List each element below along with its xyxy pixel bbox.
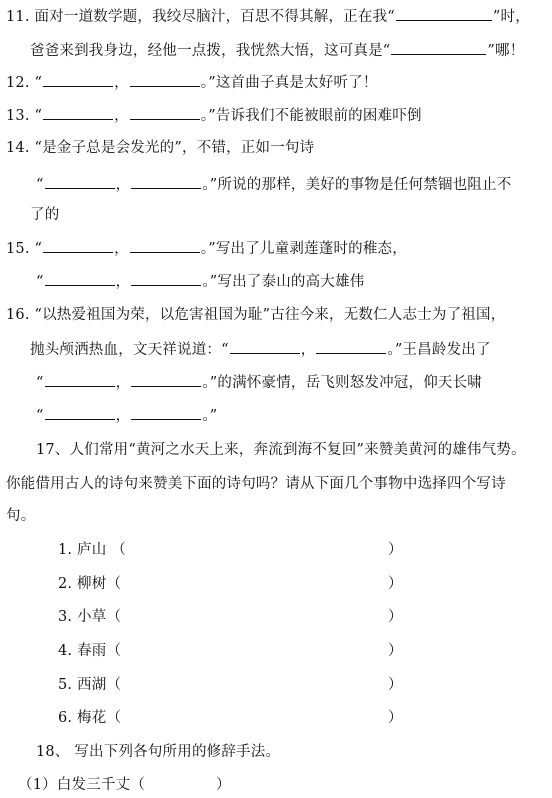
- q16-blank-1[interactable]: [230, 339, 300, 354]
- q16-blank-5[interactable]: [45, 405, 115, 420]
- q17-item-label: 6. 梅花（: [58, 710, 122, 726]
- q17-line2: [6, 474, 506, 494]
- q17-item-2[interactable]: [58, 574, 478, 594]
- q16-line3: [36, 372, 482, 393]
- q13-prefix: 13. “: [6, 108, 43, 124]
- q12-suffix: 。”这首曲子真是太好听了！: [200, 75, 378, 91]
- q16-blank-4[interactable]: [131, 372, 201, 387]
- q17-line3: [6, 506, 35, 526]
- q16-blank-2[interactable]: [316, 339, 386, 354]
- q16-blank-3[interactable]: [45, 372, 115, 387]
- q13-blank-2[interactable]: [130, 105, 200, 120]
- q15-comma-1: ，: [114, 241, 129, 257]
- q12-comma: ，: [114, 75, 129, 91]
- q16-suffix-2: 。”的满怀豪情，岳飞则怒发冲冠，仰天长啸: [202, 375, 482, 391]
- q17-text-2: 你能借用古人的诗句来赞美下面的诗句吗？请从下面几个事物中选择四个写诗: [6, 476, 506, 492]
- q16-line4: [36, 405, 217, 426]
- q15-prefix-2: “: [36, 274, 44, 290]
- q16-prefix-3: “: [36, 408, 44, 424]
- q17-text-1: 17、人们常用“黄河之水天上来，奔流到海不复回”来赞美黄河的雄伟气势。: [36, 442, 526, 458]
- q11-blank-1[interactable]: [396, 6, 492, 21]
- q17-item-label: 4. 春雨（: [58, 643, 122, 659]
- q15-line2: [36, 271, 364, 292]
- q17-item-label: 1. 庐山 （: [58, 542, 126, 558]
- q17-item-close: ）: [388, 677, 403, 693]
- q16-comma-1: ，: [300, 342, 316, 358]
- q16-prefix-2: “: [36, 375, 44, 391]
- q11-line1: [6, 6, 530, 27]
- q11-text-b: ”时，: [492, 9, 530, 25]
- q16-line1: [6, 305, 505, 325]
- q12-blank-1[interactable]: [43, 72, 113, 87]
- q15-suffix-2: 。”写出了泰山的高大雄伟: [202, 274, 365, 290]
- q17-text-3: 句。: [6, 508, 36, 524]
- q14-text-end: 了的: [30, 207, 60, 223]
- q12-line: [6, 72, 378, 93]
- q11-text-c: 爸爸来到我身边，经他一点拨，我恍然大悟，这可真是“: [30, 43, 391, 59]
- q17-item-1[interactable]: [58, 540, 478, 560]
- q11-text-a: 11. 面对一道数学题，我绞尽脑汁，百思不得其解，正在我“: [6, 9, 395, 25]
- q17-item-close: ）: [388, 710, 403, 726]
- q17-item-4[interactable]: [58, 641, 478, 661]
- q11-blank-2[interactable]: [391, 40, 486, 55]
- q15-comma-2: ，: [115, 274, 131, 290]
- q14-suffix: 。”所说的那样，美好的事物是任何禁锢也阻止不: [202, 177, 512, 193]
- q17-item-6[interactable]: [58, 708, 478, 728]
- q16-text: 16. “以热爱祖国为荣，以危害祖国为耻”古往今来，无数仁人志士为了祖国，: [6, 307, 506, 323]
- q16-blank-6[interactable]: [131, 405, 201, 420]
- q11-text-d: ”哪！: [487, 43, 525, 59]
- q13-blank-1[interactable]: [43, 105, 113, 120]
- q15-line1: [6, 238, 407, 259]
- q18-item-1[interactable]: [18, 775, 238, 795]
- q13-line: [6, 105, 422, 126]
- q14-text: 14. “是金子总是会发光的”，不错，正如一句诗: [6, 140, 315, 156]
- q15-blank-2[interactable]: [130, 238, 200, 253]
- q18-text: 18、 写出下列各句所用的修辞手法。: [36, 744, 281, 760]
- q16-line2: [30, 339, 491, 360]
- q17-line1: [36, 440, 526, 460]
- q14-blank-1[interactable]: [45, 174, 115, 189]
- q18-item-label: （1）白发三千丈（: [18, 777, 146, 793]
- q17-item-close: ）: [388, 542, 403, 558]
- q15-blank-4[interactable]: [131, 271, 201, 286]
- q16-comma-2: ，: [115, 375, 131, 391]
- q16-suffix-3: 。”: [202, 408, 218, 424]
- q14-comma: ，: [115, 177, 131, 193]
- q17-item-5[interactable]: [58, 675, 478, 695]
- q15-suffix-1: 。”写出了儿童剥莲蓬时的稚态，: [200, 241, 407, 257]
- q16-suffix-1: 。”王昌龄发出了: [387, 342, 491, 358]
- q14-line1: [6, 138, 314, 158]
- q17-item-close: ）: [388, 609, 403, 625]
- q16-comma-3: ，: [115, 408, 131, 424]
- q14-line3: [30, 205, 59, 225]
- q14-prefix: “: [36, 177, 44, 193]
- q17-item-3[interactable]: [58, 607, 478, 627]
- q11-line2: [30, 40, 524, 61]
- q12-blank-2[interactable]: [130, 72, 200, 87]
- q18-item-close: ）: [216, 777, 231, 793]
- q14-blank-2[interactable]: [131, 174, 201, 189]
- q15-blank-3[interactable]: [45, 271, 115, 286]
- q17-item-label: 2. 柳树（: [58, 576, 122, 592]
- q17-item-close: ）: [388, 643, 403, 659]
- q12-prefix: 12. “: [6, 75, 43, 91]
- q17-item-close: ）: [388, 576, 403, 592]
- q14-line2: [36, 174, 511, 195]
- q16-prefix-1: 抛头颅洒热血，文天祥说道：“: [30, 342, 229, 358]
- q13-suffix: 。”告诉我们不能被眼前的困难吓倒: [200, 108, 422, 124]
- q15-prefix-1: 15. “: [6, 241, 43, 257]
- q17-item-label: 3. 小草（: [58, 609, 122, 625]
- q18-title: [36, 742, 280, 762]
- q13-comma: ，: [114, 108, 129, 124]
- q15-blank-1[interactable]: [43, 238, 113, 253]
- q17-item-label: 5. 西湖（: [58, 677, 122, 693]
